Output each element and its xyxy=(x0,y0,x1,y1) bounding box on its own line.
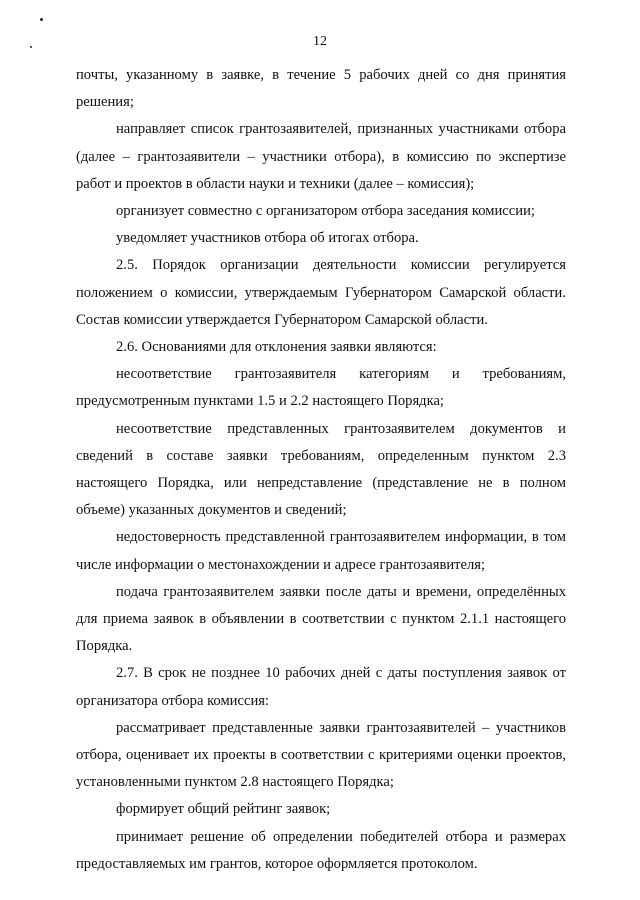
paragraph-unreliable-info: недостоверность представленной грантозаявителем информации, в том числе информации о местонахождении и адресе грантозаявителя; xyxy=(76,529,566,573)
paragraph-documents-mismatch: несоответствие представленных грантозаявителем документов и сведений в составе заявки требованиям, определенным пунктом 2.3 настоящего Порядка, или непредставление (представление не в полном объеме) указанных документов и сведений; xyxy=(76,420,566,519)
page-number: 12 xyxy=(313,34,327,49)
paragraph-rating: формирует общий рейтинг заявок; xyxy=(116,801,331,818)
document-body xyxy=(76,62,566,878)
paragraph-category-mismatch: несоответствие грантозаявителя категориям и требованиям, предусмотренным пунктами 1.5 и 2.2 настоящего Порядка; xyxy=(76,366,566,410)
paragraph-2-6: 2.6. Основаниями для отклонения заявки являются: xyxy=(116,339,437,356)
paragraph-continuation: почты, указанному в заявке, в течение 5 рабочих дней со дня принятия решения; xyxy=(76,67,566,111)
scan-mark xyxy=(40,18,43,21)
paragraph-decision: принимает решение об определении победителей отбора и размерах предоставляемых им грантов, которое оформляется протоколом. xyxy=(76,828,566,872)
paragraph-organize-meetings: организует совместно с организатором отбора заседания комиссии; xyxy=(116,203,535,220)
paragraph-2-5: 2.5. Порядок организации деятельности комиссии регулируется положением о комиссии, утверждаемым Губернатором Самарской области. Состав комиссии утверждается Губернатором Самарской области. xyxy=(76,257,566,328)
paragraph-late-submission: подача грантозаявителем заявки после даты и времени, определённых для приема заявок в объявлении в соответствии с пунктом 2.1.1 настоящего Порядка. xyxy=(76,583,566,655)
paragraph-review-applications: рассматривает представленные заявки грантозаявителей – участников отбора, оценивает их проекты в соответствии с критериями оценки проектов, установленными пунктом 2.8 настоящего Порядка; xyxy=(76,719,566,791)
paragraph-notify-results: уведомляет участников отбора об итогах отбора. xyxy=(116,230,419,247)
paragraph-send-list: направляет список грантозаявителей, признанных участниками отбора (далее – грантозаявители – участники отбора), в комиссию по экспертизе работ и проектов в области науки и техники (далее – комиссия); xyxy=(76,121,566,192)
paragraph-2-7: 2.7. В срок не позднее 10 рабочих дней с даты поступления заявок от организатора отбора комиссия: xyxy=(76,665,566,709)
